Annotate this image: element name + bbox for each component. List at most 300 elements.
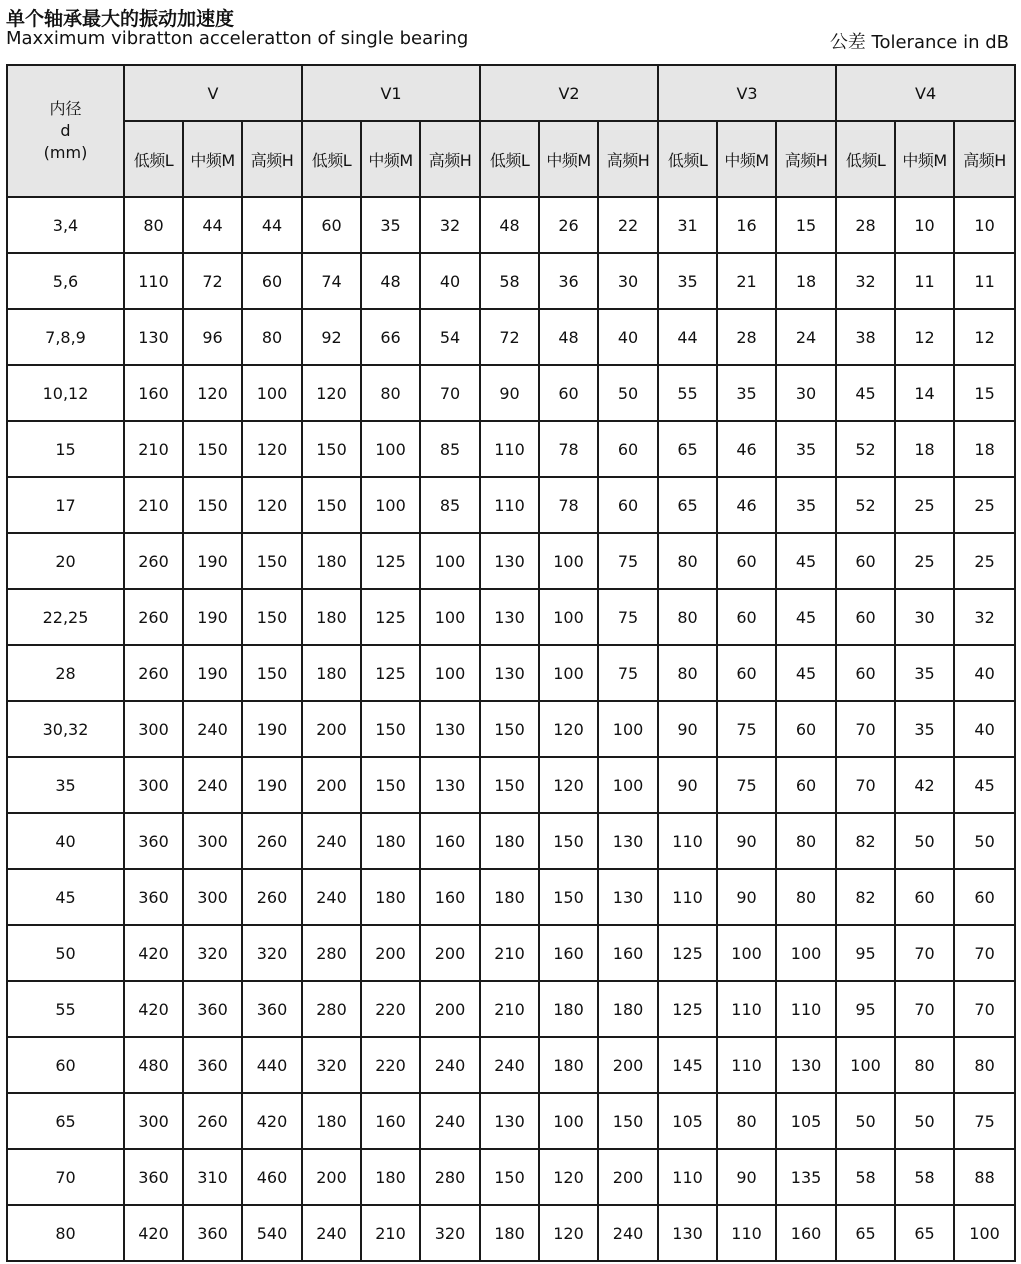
diameter-cell: 45 bbox=[7, 869, 124, 925]
value-cell: 70 bbox=[954, 925, 1015, 981]
value-cell: 420 bbox=[124, 981, 183, 1037]
value-cell: 28 bbox=[836, 197, 895, 253]
diameter-cell: 55 bbox=[7, 981, 124, 1037]
value-cell: 65 bbox=[658, 477, 717, 533]
table-row bbox=[7, 701, 1015, 757]
value-cell: 100 bbox=[776, 925, 836, 981]
value-cell: 100 bbox=[539, 533, 598, 589]
value-cell: 100 bbox=[598, 701, 658, 757]
value-cell: 40 bbox=[420, 253, 480, 309]
value-cell: 300 bbox=[183, 869, 242, 925]
diameter-cell: 5,6 bbox=[7, 253, 124, 309]
value-cell: 50 bbox=[836, 1093, 895, 1149]
value-cell: 180 bbox=[302, 533, 361, 589]
frequency-header: 中频M bbox=[539, 121, 598, 197]
value-cell: 75 bbox=[598, 645, 658, 701]
table-row bbox=[7, 1037, 1015, 1093]
value-cell: 125 bbox=[361, 645, 420, 701]
value-cell: 150 bbox=[183, 421, 242, 477]
diameter-cell: 70 bbox=[7, 1149, 124, 1205]
value-cell: 420 bbox=[124, 1205, 183, 1261]
value-cell: 12 bbox=[954, 309, 1015, 365]
value-cell: 78 bbox=[539, 421, 598, 477]
value-cell: 80 bbox=[954, 1037, 1015, 1093]
value-cell: 60 bbox=[598, 421, 658, 477]
value-cell: 75 bbox=[954, 1093, 1015, 1149]
value-cell: 190 bbox=[183, 589, 242, 645]
value-cell: 100 bbox=[361, 477, 420, 533]
value-cell: 260 bbox=[124, 533, 183, 589]
value-cell: 60 bbox=[836, 645, 895, 701]
table-row bbox=[7, 421, 1015, 477]
value-cell: 100 bbox=[717, 925, 776, 981]
table-row bbox=[7, 1149, 1015, 1205]
value-cell: 200 bbox=[302, 757, 361, 813]
group-header: V2 bbox=[480, 65, 658, 121]
value-cell: 85 bbox=[420, 477, 480, 533]
value-cell: 180 bbox=[361, 1149, 420, 1205]
value-cell: 310 bbox=[183, 1149, 242, 1205]
value-cell: 130 bbox=[480, 1093, 539, 1149]
value-cell: 46 bbox=[717, 477, 776, 533]
value-cell: 24 bbox=[776, 309, 836, 365]
value-cell: 25 bbox=[895, 533, 954, 589]
table-header bbox=[7, 65, 1015, 197]
value-cell: 40 bbox=[598, 309, 658, 365]
group-header: V1 bbox=[302, 65, 480, 121]
value-cell: 70 bbox=[836, 701, 895, 757]
value-cell: 80 bbox=[776, 869, 836, 925]
frequency-header: 低频L bbox=[124, 121, 183, 197]
value-cell: 200 bbox=[361, 925, 420, 981]
value-cell: 180 bbox=[302, 1093, 361, 1149]
value-cell: 130 bbox=[658, 1205, 717, 1261]
diameter-header-zh: 内径 bbox=[49, 99, 82, 118]
value-cell: 100 bbox=[420, 589, 480, 645]
value-cell: 18 bbox=[954, 421, 1015, 477]
value-cell: 200 bbox=[420, 925, 480, 981]
value-cell: 32 bbox=[836, 253, 895, 309]
value-cell: 100 bbox=[242, 365, 302, 421]
value-cell: 150 bbox=[361, 701, 420, 757]
value-cell: 52 bbox=[836, 421, 895, 477]
value-cell: 130 bbox=[420, 757, 480, 813]
value-cell: 120 bbox=[539, 701, 598, 757]
value-cell: 320 bbox=[183, 925, 242, 981]
table-row bbox=[7, 309, 1015, 365]
value-cell: 120 bbox=[539, 757, 598, 813]
value-cell: 210 bbox=[361, 1205, 420, 1261]
value-cell: 150 bbox=[480, 1149, 539, 1205]
value-cell: 150 bbox=[183, 477, 242, 533]
value-cell: 220 bbox=[361, 1037, 420, 1093]
value-cell: 145 bbox=[658, 1037, 717, 1093]
value-cell: 220 bbox=[361, 981, 420, 1037]
value-cell: 210 bbox=[124, 421, 183, 477]
value-cell: 360 bbox=[242, 981, 302, 1037]
diameter-cell: 35 bbox=[7, 757, 124, 813]
group-header: V3 bbox=[658, 65, 836, 121]
diameter-cell: 20 bbox=[7, 533, 124, 589]
value-cell: 260 bbox=[124, 645, 183, 701]
value-cell: 150 bbox=[361, 757, 420, 813]
value-cell: 60 bbox=[717, 645, 776, 701]
value-cell: 180 bbox=[480, 869, 539, 925]
value-cell: 50 bbox=[598, 365, 658, 421]
value-cell: 40 bbox=[954, 701, 1015, 757]
value-cell: 35 bbox=[776, 421, 836, 477]
frequency-header: 高频H bbox=[420, 121, 480, 197]
value-cell: 16 bbox=[717, 197, 776, 253]
value-cell: 110 bbox=[717, 981, 776, 1037]
diameter-cell: 15 bbox=[7, 421, 124, 477]
value-cell: 30 bbox=[895, 589, 954, 645]
value-cell: 36 bbox=[539, 253, 598, 309]
value-cell: 18 bbox=[776, 253, 836, 309]
value-cell: 260 bbox=[124, 589, 183, 645]
value-cell: 70 bbox=[954, 981, 1015, 1037]
value-cell: 160 bbox=[420, 813, 480, 869]
value-cell: 35 bbox=[361, 197, 420, 253]
value-cell: 58 bbox=[836, 1149, 895, 1205]
value-cell: 60 bbox=[776, 701, 836, 757]
frequency-header: 中频M bbox=[717, 121, 776, 197]
value-cell: 85 bbox=[420, 421, 480, 477]
value-cell: 46 bbox=[717, 421, 776, 477]
value-cell: 320 bbox=[242, 925, 302, 981]
value-cell: 15 bbox=[954, 365, 1015, 421]
value-cell: 80 bbox=[658, 533, 717, 589]
title-english: Maxximum vibratton acceleratton of single bearing bbox=[6, 28, 469, 49]
value-cell: 360 bbox=[183, 1205, 242, 1261]
value-cell: 60 bbox=[242, 253, 302, 309]
value-cell: 125 bbox=[658, 925, 717, 981]
table-row bbox=[7, 981, 1015, 1037]
value-cell: 180 bbox=[302, 589, 361, 645]
value-cell: 240 bbox=[302, 813, 361, 869]
value-cell: 45 bbox=[776, 645, 836, 701]
value-cell: 360 bbox=[124, 869, 183, 925]
value-cell: 100 bbox=[420, 533, 480, 589]
value-cell: 21 bbox=[717, 253, 776, 309]
value-cell: 180 bbox=[361, 869, 420, 925]
value-cell: 110 bbox=[658, 1149, 717, 1205]
value-cell: 160 bbox=[598, 925, 658, 981]
value-cell: 125 bbox=[361, 533, 420, 589]
value-cell: 90 bbox=[717, 1149, 776, 1205]
value-cell: 25 bbox=[954, 533, 1015, 589]
value-cell: 160 bbox=[361, 1093, 420, 1149]
value-cell: 130 bbox=[598, 869, 658, 925]
value-cell: 160 bbox=[124, 365, 183, 421]
value-cell: 240 bbox=[480, 1037, 539, 1093]
value-cell: 200 bbox=[598, 1149, 658, 1205]
value-cell: 90 bbox=[717, 813, 776, 869]
value-cell: 240 bbox=[302, 1205, 361, 1261]
value-cell: 150 bbox=[539, 869, 598, 925]
diameter-cell: 30,32 bbox=[7, 701, 124, 757]
value-cell: 190 bbox=[183, 533, 242, 589]
value-cell: 240 bbox=[302, 869, 361, 925]
value-cell: 58 bbox=[480, 253, 539, 309]
value-cell: 45 bbox=[836, 365, 895, 421]
value-cell: 200 bbox=[302, 701, 361, 757]
frequency-header: 高频H bbox=[242, 121, 302, 197]
value-cell: 48 bbox=[539, 309, 598, 365]
table-row bbox=[7, 925, 1015, 981]
value-cell: 105 bbox=[658, 1093, 717, 1149]
value-cell: 130 bbox=[480, 589, 539, 645]
value-cell: 100 bbox=[539, 645, 598, 701]
value-cell: 105 bbox=[776, 1093, 836, 1149]
value-cell: 110 bbox=[658, 813, 717, 869]
diameter-cell: 80 bbox=[7, 1205, 124, 1261]
value-cell: 480 bbox=[124, 1037, 183, 1093]
value-cell: 240 bbox=[420, 1093, 480, 1149]
value-cell: 60 bbox=[836, 533, 895, 589]
diameter-header bbox=[7, 65, 124, 197]
value-cell: 280 bbox=[302, 981, 361, 1037]
value-cell: 70 bbox=[895, 981, 954, 1037]
frequency-header: 高频H bbox=[954, 121, 1015, 197]
value-cell: 28 bbox=[717, 309, 776, 365]
value-cell: 260 bbox=[242, 869, 302, 925]
value-cell: 80 bbox=[717, 1093, 776, 1149]
value-cell: 120 bbox=[302, 365, 361, 421]
value-cell: 10 bbox=[895, 197, 954, 253]
diameter-header-unit: (mm) bbox=[43, 143, 88, 162]
value-cell: 75 bbox=[717, 701, 776, 757]
value-cell: 120 bbox=[242, 421, 302, 477]
value-cell: 100 bbox=[836, 1037, 895, 1093]
table-row bbox=[7, 1093, 1015, 1149]
frequency-header: 低频L bbox=[836, 121, 895, 197]
value-cell: 110 bbox=[480, 421, 539, 477]
value-cell: 150 bbox=[480, 701, 539, 757]
value-cell: 25 bbox=[895, 477, 954, 533]
value-cell: 200 bbox=[420, 981, 480, 1037]
frequency-header: 中频M bbox=[183, 121, 242, 197]
value-cell: 80 bbox=[658, 589, 717, 645]
value-cell: 280 bbox=[302, 925, 361, 981]
value-cell: 60 bbox=[717, 533, 776, 589]
value-cell: 240 bbox=[183, 757, 242, 813]
value-cell: 120 bbox=[539, 1205, 598, 1261]
value-cell: 150 bbox=[539, 813, 598, 869]
diameter-cell: 60 bbox=[7, 1037, 124, 1093]
value-cell: 32 bbox=[954, 589, 1015, 645]
value-cell: 35 bbox=[658, 253, 717, 309]
value-cell: 58 bbox=[895, 1149, 954, 1205]
value-cell: 18 bbox=[895, 421, 954, 477]
table-row bbox=[7, 757, 1015, 813]
vibration-table bbox=[6, 64, 1016, 1262]
value-cell: 100 bbox=[954, 1205, 1015, 1261]
value-cell: 54 bbox=[420, 309, 480, 365]
value-cell: 60 bbox=[836, 589, 895, 645]
value-cell: 200 bbox=[598, 1037, 658, 1093]
value-cell: 320 bbox=[420, 1205, 480, 1261]
frequency-header: 中频M bbox=[361, 121, 420, 197]
diameter-cell: 50 bbox=[7, 925, 124, 981]
value-cell: 320 bbox=[302, 1037, 361, 1093]
value-cell: 88 bbox=[954, 1149, 1015, 1205]
value-cell: 82 bbox=[836, 869, 895, 925]
value-cell: 66 bbox=[361, 309, 420, 365]
value-cell: 120 bbox=[242, 477, 302, 533]
tolerance-note: 公差 Tolerance in dB bbox=[829, 32, 1009, 53]
value-cell: 82 bbox=[836, 813, 895, 869]
value-cell: 45 bbox=[954, 757, 1015, 813]
value-cell: 150 bbox=[480, 757, 539, 813]
value-cell: 44 bbox=[183, 197, 242, 253]
value-cell: 14 bbox=[895, 365, 954, 421]
value-cell: 31 bbox=[658, 197, 717, 253]
value-cell: 180 bbox=[539, 1037, 598, 1093]
frequency-header: 高频H bbox=[598, 121, 658, 197]
table-row bbox=[7, 1205, 1015, 1261]
value-cell: 280 bbox=[420, 1149, 480, 1205]
value-cell: 80 bbox=[658, 645, 717, 701]
value-cell: 100 bbox=[539, 589, 598, 645]
value-cell: 11 bbox=[895, 253, 954, 309]
value-cell: 22 bbox=[598, 197, 658, 253]
value-cell: 96 bbox=[183, 309, 242, 365]
value-cell: 11 bbox=[954, 253, 1015, 309]
value-cell: 210 bbox=[124, 477, 183, 533]
value-cell: 12 bbox=[895, 309, 954, 365]
value-cell: 135 bbox=[776, 1149, 836, 1205]
value-cell: 74 bbox=[302, 253, 361, 309]
table-body bbox=[7, 197, 1015, 1261]
diameter-cell: 17 bbox=[7, 477, 124, 533]
value-cell: 25 bbox=[954, 477, 1015, 533]
value-cell: 125 bbox=[361, 589, 420, 645]
value-cell: 30 bbox=[598, 253, 658, 309]
group-header: V4 bbox=[836, 65, 1015, 121]
value-cell: 130 bbox=[124, 309, 183, 365]
value-cell: 150 bbox=[598, 1093, 658, 1149]
value-cell: 40 bbox=[954, 645, 1015, 701]
table-row bbox=[7, 589, 1015, 645]
value-cell: 210 bbox=[480, 981, 539, 1037]
value-cell: 92 bbox=[302, 309, 361, 365]
group-header: V bbox=[124, 65, 302, 121]
table-row bbox=[7, 253, 1015, 309]
diameter-header-symbol: d bbox=[60, 121, 71, 140]
value-cell: 360 bbox=[124, 813, 183, 869]
value-cell: 210 bbox=[480, 925, 539, 981]
value-cell: 35 bbox=[776, 477, 836, 533]
frequency-header: 高频H bbox=[776, 121, 836, 197]
value-cell: 360 bbox=[124, 1149, 183, 1205]
value-cell: 48 bbox=[361, 253, 420, 309]
value-cell: 90 bbox=[717, 869, 776, 925]
value-cell: 44 bbox=[658, 309, 717, 365]
value-cell: 38 bbox=[836, 309, 895, 365]
table-row bbox=[7, 365, 1015, 421]
value-cell: 125 bbox=[658, 981, 717, 1037]
value-cell: 70 bbox=[836, 757, 895, 813]
table-row bbox=[7, 645, 1015, 701]
value-cell: 50 bbox=[954, 813, 1015, 869]
value-cell: 190 bbox=[242, 701, 302, 757]
value-cell: 200 bbox=[302, 1149, 361, 1205]
value-cell: 80 bbox=[895, 1037, 954, 1093]
value-cell: 15 bbox=[776, 197, 836, 253]
frequency-header: 中频M bbox=[895, 121, 954, 197]
value-cell: 70 bbox=[895, 925, 954, 981]
value-cell: 240 bbox=[420, 1037, 480, 1093]
value-cell: 60 bbox=[539, 365, 598, 421]
value-cell: 45 bbox=[776, 589, 836, 645]
diameter-cell: 28 bbox=[7, 645, 124, 701]
table-row bbox=[7, 477, 1015, 533]
diameter-cell: 10,12 bbox=[7, 365, 124, 421]
value-cell: 45 bbox=[776, 533, 836, 589]
value-cell: 100 bbox=[361, 421, 420, 477]
value-cell: 420 bbox=[124, 925, 183, 981]
value-cell: 75 bbox=[598, 589, 658, 645]
value-cell: 60 bbox=[302, 197, 361, 253]
value-cell: 260 bbox=[242, 813, 302, 869]
table-row bbox=[7, 813, 1015, 869]
value-cell: 110 bbox=[658, 869, 717, 925]
value-cell: 95 bbox=[836, 981, 895, 1037]
value-cell: 42 bbox=[895, 757, 954, 813]
value-cell: 150 bbox=[242, 533, 302, 589]
value-cell: 35 bbox=[895, 701, 954, 757]
title-chinese: 单个轴承最大的振动加速度 bbox=[6, 8, 235, 30]
value-cell: 80 bbox=[242, 309, 302, 365]
value-cell: 95 bbox=[836, 925, 895, 981]
value-cell: 150 bbox=[242, 589, 302, 645]
value-cell: 240 bbox=[598, 1205, 658, 1261]
diameter-cell: 7,8,9 bbox=[7, 309, 124, 365]
value-cell: 75 bbox=[717, 757, 776, 813]
value-cell: 60 bbox=[895, 869, 954, 925]
value-cell: 120 bbox=[539, 1149, 598, 1205]
diameter-cell: 3,4 bbox=[7, 197, 124, 253]
value-cell: 100 bbox=[598, 757, 658, 813]
value-cell: 100 bbox=[420, 645, 480, 701]
value-cell: 190 bbox=[183, 645, 242, 701]
value-cell: 360 bbox=[183, 981, 242, 1037]
value-cell: 120 bbox=[183, 365, 242, 421]
value-cell: 300 bbox=[124, 701, 183, 757]
diameter-cell: 40 bbox=[7, 813, 124, 869]
value-cell: 55 bbox=[658, 365, 717, 421]
value-cell: 180 bbox=[302, 645, 361, 701]
table-row bbox=[7, 869, 1015, 925]
value-cell: 420 bbox=[242, 1093, 302, 1149]
value-cell: 60 bbox=[954, 869, 1015, 925]
diameter-cell: 65 bbox=[7, 1093, 124, 1149]
value-cell: 70 bbox=[420, 365, 480, 421]
value-cell: 90 bbox=[480, 365, 539, 421]
value-cell: 130 bbox=[420, 701, 480, 757]
value-cell: 180 bbox=[598, 981, 658, 1037]
value-cell: 65 bbox=[895, 1205, 954, 1261]
value-cell: 80 bbox=[776, 813, 836, 869]
value-cell: 240 bbox=[183, 701, 242, 757]
value-cell: 260 bbox=[183, 1093, 242, 1149]
value-cell: 60 bbox=[598, 477, 658, 533]
value-cell: 26 bbox=[539, 197, 598, 253]
value-cell: 150 bbox=[302, 477, 361, 533]
value-cell: 65 bbox=[836, 1205, 895, 1261]
value-cell: 150 bbox=[242, 645, 302, 701]
